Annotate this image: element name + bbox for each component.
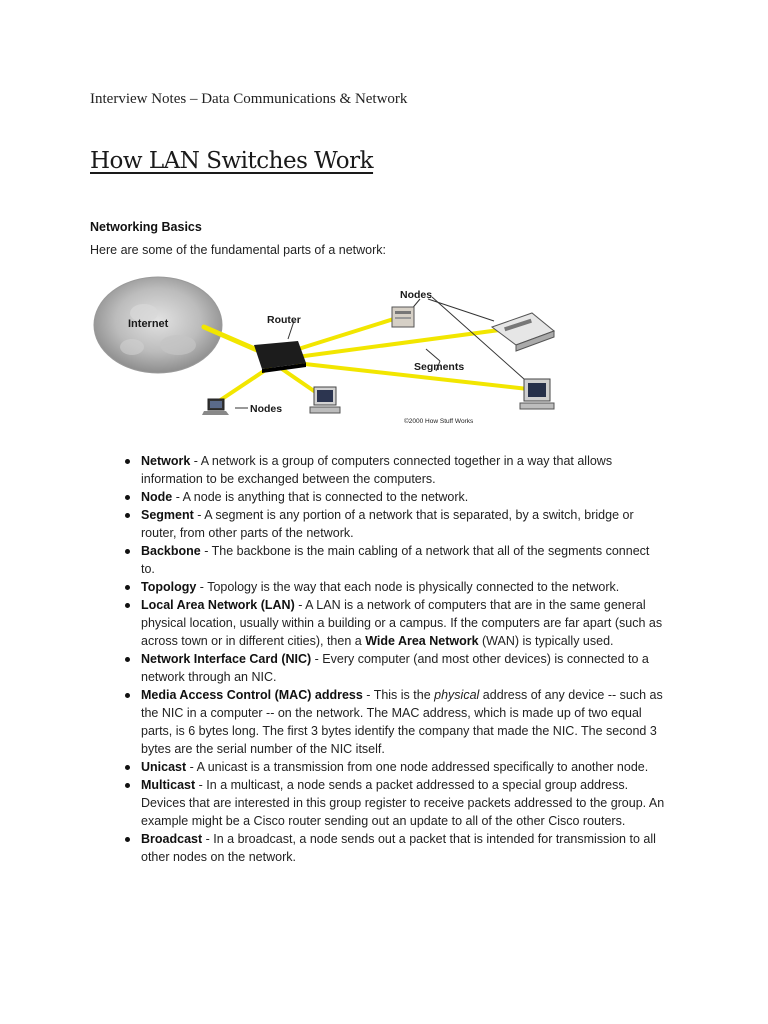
list-item: Unicast - A unicast is a transmission from one node addressed specifically to another node. [120, 758, 665, 776]
list-item: Node - A node is anything that is connected to the network. [120, 488, 665, 506]
internet-label: Internet [128, 318, 169, 330]
desktop-node-icon [310, 387, 340, 413]
list-item: Broadcast - In a broadcast, a node sends out a packet that is intended for transmission to all other nodes on the network. [120, 830, 665, 866]
term-mac-address: Media Access Control (MAC) address [141, 688, 363, 702]
term-list [120, 452, 665, 866]
term-nic: Network Interface Card (NIC) [141, 652, 312, 666]
list-item: Backbone - The backbone is the main cabling of a network that all of the segments connect to. [120, 542, 665, 578]
term-multicast: Multicast [141, 778, 196, 792]
section-intro: Here are some of the fundamental parts of a network: [90, 243, 386, 257]
term-node: Node [141, 490, 173, 504]
document-header: Interview Notes – Data Communications & Network [90, 91, 408, 107]
segments-label: Segments [414, 361, 465, 373]
list-item: Network Interface Card (NIC) - Every computer (and most other devices) is connected to a network through an NIC. [120, 650, 665, 686]
list-item: Segment - A segment is any portion of a network that is separated, by a switch, bridge or router, from other parts of the network. [120, 506, 665, 542]
term-backbone: Backbone [141, 544, 201, 558]
term-unicast: Unicast [141, 760, 187, 774]
nodes-top-label: Nodes [400, 289, 433, 301]
list-item: Multicast - In a multicast, a node sends a packet addressed to a special group address. Devices that are interested in this group register to receive packets addressed to the group. An example might be a Cisco router sending out an update to all of the other Cisco routers. [120, 776, 665, 830]
router-label: Router [267, 314, 301, 326]
computer-node-icon [520, 379, 554, 409]
term-network: Network [141, 454, 191, 468]
server-node-icon [392, 307, 414, 327]
list-item: Media Access Control (MAC) address - This is the physical address of any device -- such as the NIC in a computer -- on the network. The MAC address, which is made up of two equal parts, is 6 bytes long. The first 3 bytes identify the company that made the NIC. The second 3 bytes are the serial number of the NIC itself. [120, 686, 665, 758]
nodes-bottom-label: Nodes [250, 403, 283, 415]
network-diagram [92, 275, 562, 427]
term-wan: Wide Area Network [365, 634, 479, 648]
network-cables [204, 317, 528, 403]
printer-node-icon [492, 313, 554, 351]
page-title: How LAN Switches Work [90, 148, 374, 174]
term-lan: Local Area Network (LAN) [141, 598, 295, 612]
list-item: Local Area Network (LAN) - A LAN is a network of computers that are in the same general physical location, usually within a building or a campus. If the computers are far apart (such as across town or in different cities), then a Wide Area Network (WAN) is typically used. [120, 596, 665, 650]
router-icon [254, 341, 306, 373]
list-item: Topology - Topology is the way that each node is physically connected to the network. [120, 578, 665, 596]
term-segment: Segment [141, 508, 194, 522]
laptop-node-icon [202, 399, 229, 415]
copyright-label: ©2000 How Stuff Works [404, 418, 474, 425]
section-heading: Networking Basics [90, 220, 202, 234]
list-item: Network - A network is a group of computers connected together in a way that allows information to be exchanged between the computers. [120, 452, 665, 488]
term-broadcast: Broadcast [141, 832, 203, 846]
term-topology: Topology [141, 580, 197, 594]
